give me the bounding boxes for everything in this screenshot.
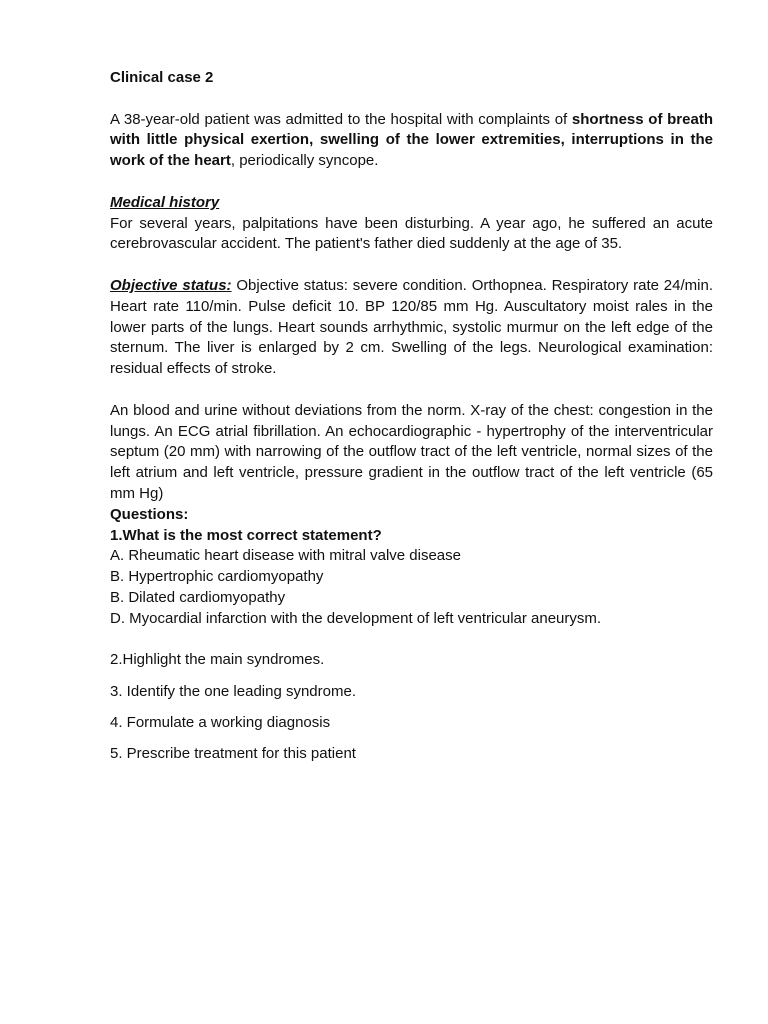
medical-history-text: For several years, palpitations have been disturbing. A year ago, he suffered an acute cerebrovascular accident. The patient's father died suddenly at the age of 35. <box>110 214 713 253</box>
objective-status-paragraph <box>110 276 713 380</box>
answer-option: A. Rheumatic heart disease with mitral valve disease <box>110 547 461 565</box>
answer-option: B. Dilated cardiomyopathy <box>110 588 286 606</box>
complaints-paragraph <box>110 110 713 172</box>
task-item: 2.Highlight the main syndromes. <box>110 651 325 669</box>
objective-status-text: Objective status: severe condition. Orthopnea. Respiratory rate 24/min. Heart rate 110/min. Pulse deficit 10. BP 120/85 mm Hg. Auscultatory moist rales in the lower parts of the lungs. Heart sounds arrhythmic, systolic murmur on the left edge of the sternum. The liver is enlarged by 2 cm. Swelling of the legs. Neurological examination: residual effects of stroke. <box>110 276 713 378</box>
objective-status-heading: Objective status: <box>110 276 232 294</box>
complaints-tail: , periodically syncope. <box>230 152 379 170</box>
answer-option: B. Hypertrophic cardiomyopathy <box>110 568 324 586</box>
task-item: 5. Prescribe treatment for this patient <box>110 745 356 763</box>
complaints-bold: shortness of breath with little physical exertion, swelling of the lower extremities, interruptions in the work of the heart <box>110 110 713 170</box>
case-title: Clinical case 2 <box>110 69 214 86</box>
document-page <box>110 68 713 776</box>
medical-history-heading: Medical history <box>110 193 220 211</box>
question-1: 1.What is the most correct statement? <box>110 526 382 544</box>
questions-heading: Questions: <box>110 505 189 523</box>
answer-option: D. Myocardial infarction with the development of left ventricular aneurysm. <box>110 609 602 627</box>
task-item: 4. Formulate a working diagnosis <box>110 713 331 731</box>
task-item: 3. Identify the one leading syndrome. <box>110 682 356 700</box>
investigations-paragraph: An blood and urine without deviations from the norm. X-ray of the chest: congestion in the lungs. An ECG atrial fibrillation. An echocardiographic - hypertrophy of the interventricular septum (20 mm) with narrowing of the outflow tract of the left ventricle, normal sizes of the left atrium and left ventricle, pressure gradient in the outflow tract of the left ventricle (65 mm Hg) <box>110 401 713 502</box>
answer-options <box>110 546 713 629</box>
complaints-lead: A 38-year-old patient was admitted to the hospital with complaints of <box>110 110 572 128</box>
